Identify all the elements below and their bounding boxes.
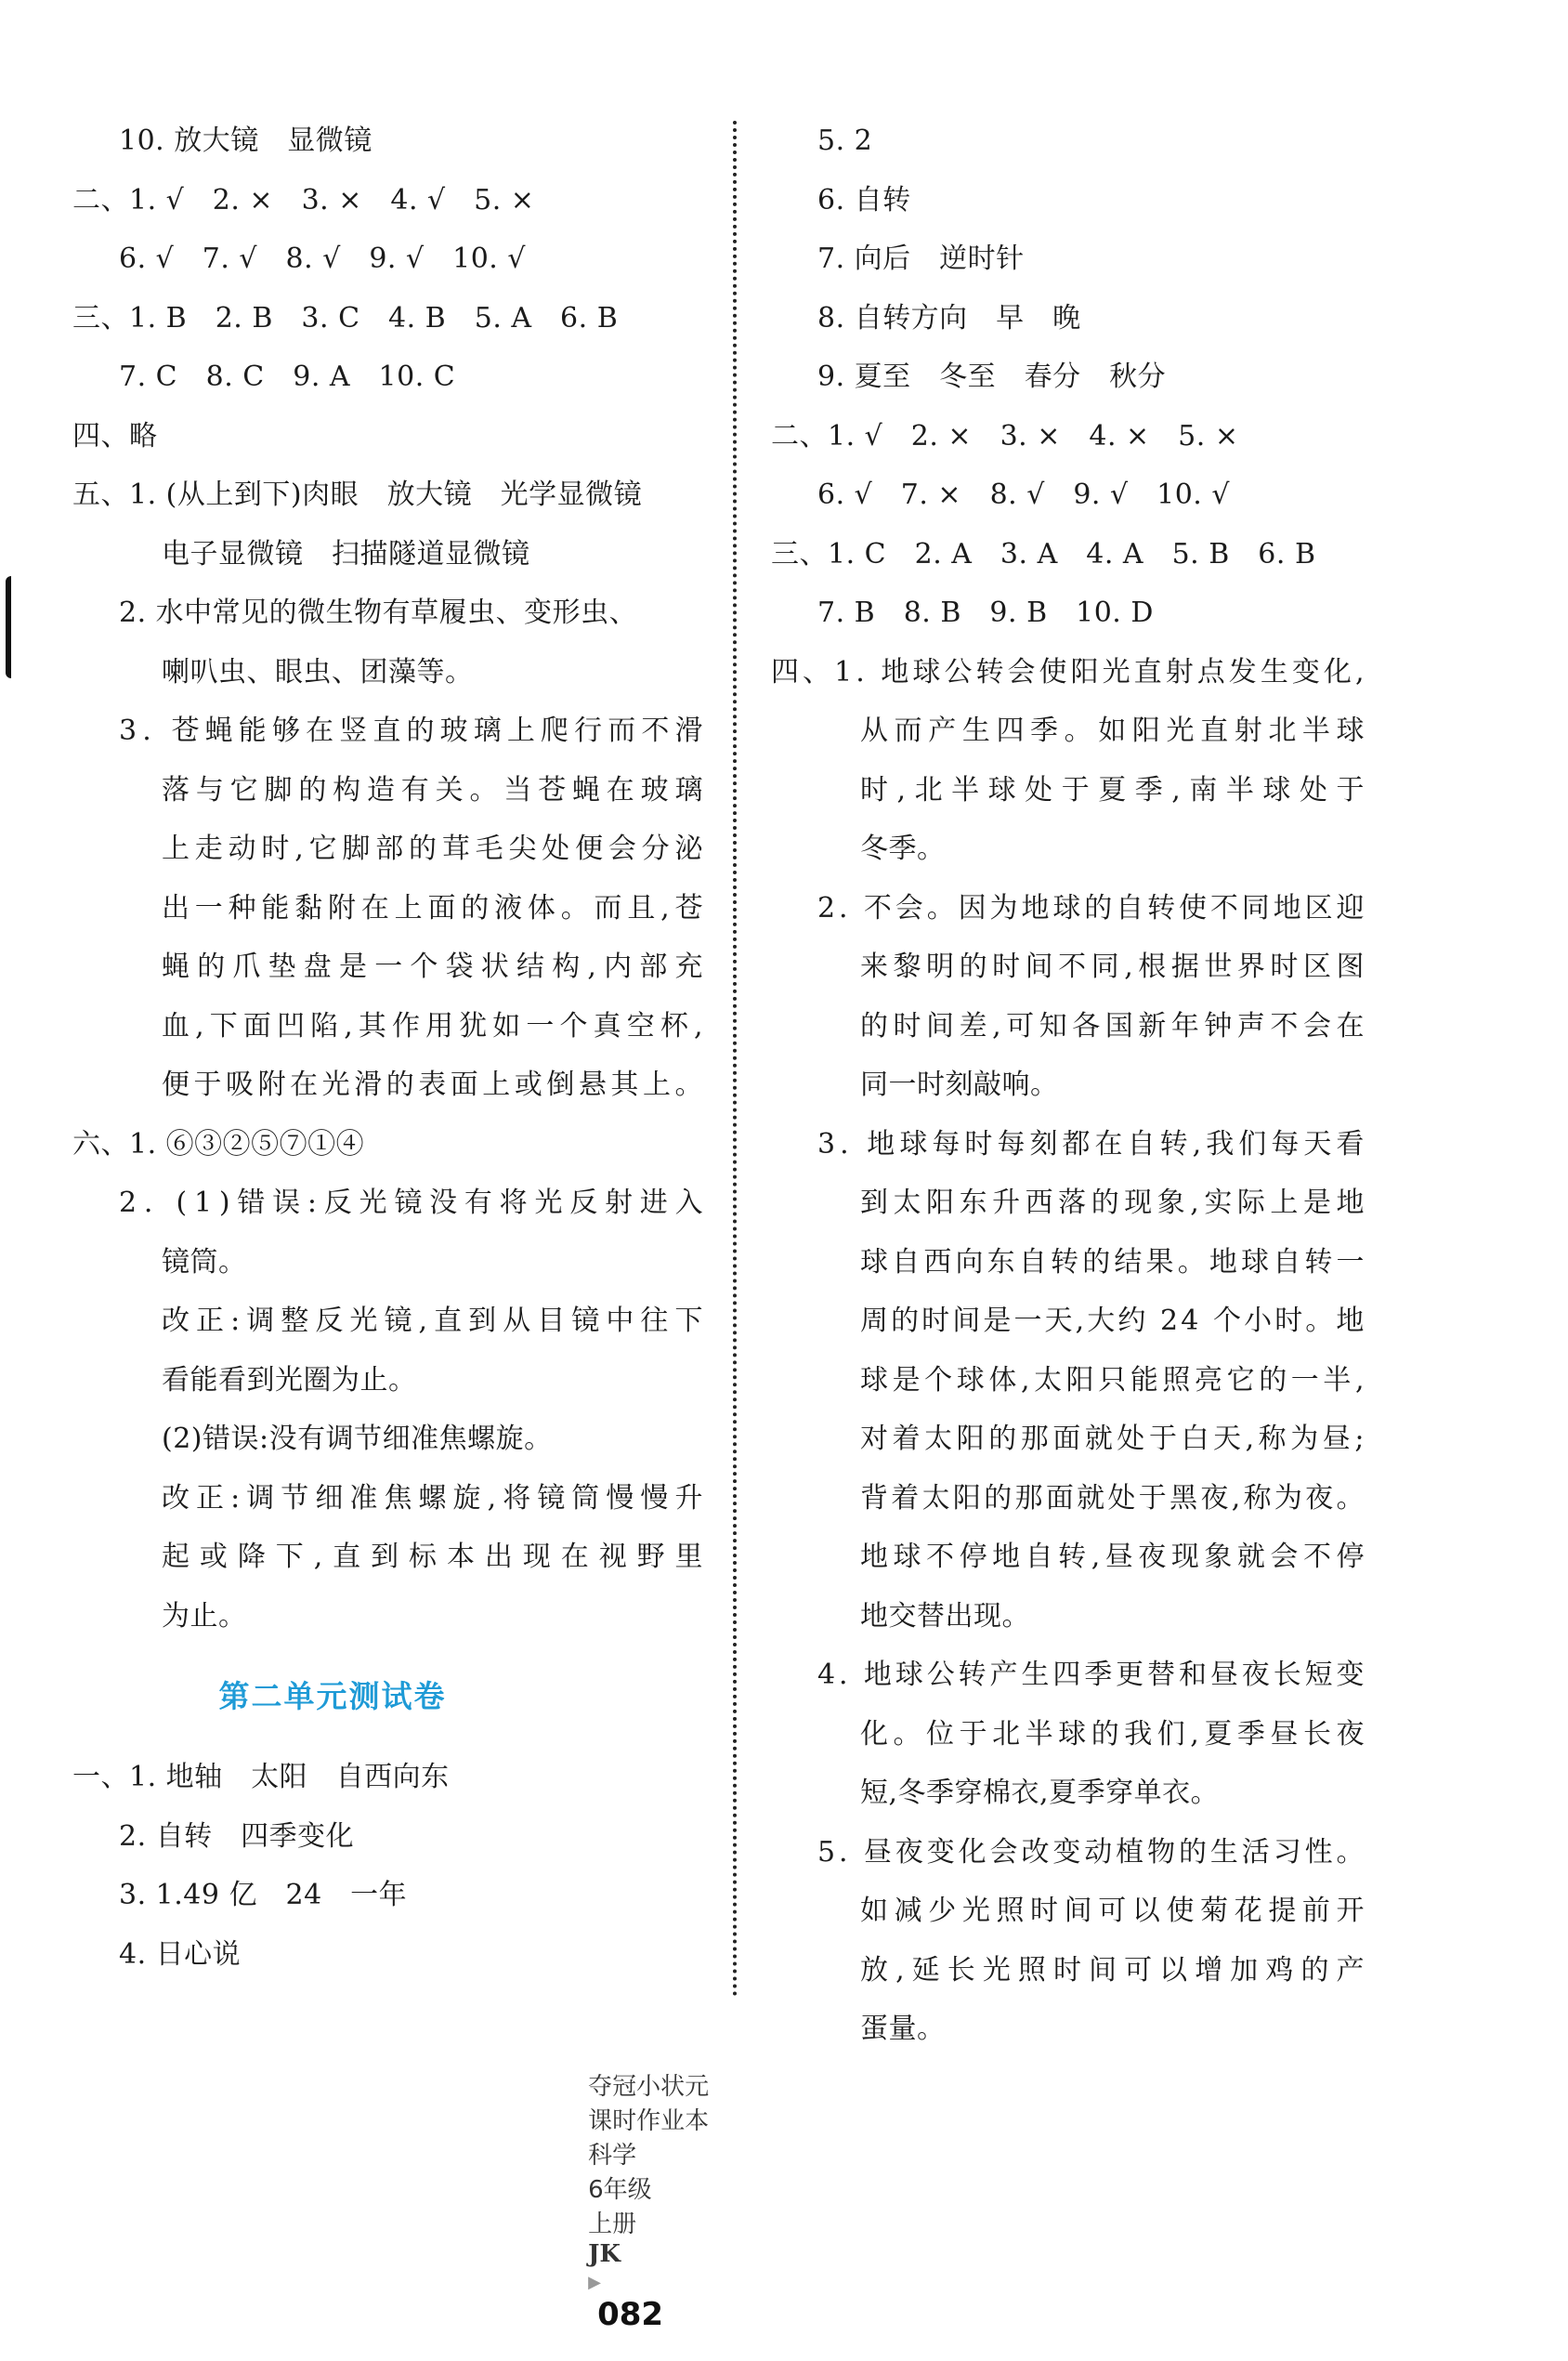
answer-line: 一、1. 地轴 太阳 自西向东 — [72, 1761, 450, 1793]
footer-grade: 6年级 — [588, 2176, 652, 2204]
footer-series: 夺冠小状元 — [588, 2073, 710, 2101]
answer-line: 5. 2 — [817, 125, 873, 157]
answer-line: 化。位于北半球的我们,夏季昼长夜 — [860, 1717, 1370, 1751]
answer-line: 从而产生四季。如阳光直射北半球 — [860, 715, 1371, 747]
answer-line: 来黎明的时间不同,根据世界时区图 — [860, 951, 1370, 983]
answer-line: 6. √ 7. × 8. √ 9. √ 10. √ — [817, 479, 1230, 511]
answer-line: 为止。 — [162, 1599, 247, 1633]
left-answers — [72, 111, 713, 1646]
answer-line: 如减少光照时间可以使菊花提前开 — [860, 1895, 1371, 1927]
column-divider — [733, 121, 737, 1998]
answer-line: 7. 向后 逆时针 — [817, 243, 1025, 275]
footer-book: 课时作业本 — [588, 2107, 710, 2135]
answer-line: 7. C 8. C 9. A 10. C — [119, 361, 456, 393]
answer-line: 起或降下,直到标本出现在视野里 — [162, 1541, 713, 1573]
answer-line: 2. 不会。因为地球的自转使不同地区迎 — [817, 891, 1368, 925]
answer-line: (2)错误:没有调节细准焦螺旋。 — [162, 1423, 553, 1455]
unit-two-answers — [72, 1748, 704, 1984]
answer-line: 改正:调整反光镜,直到从目镜中往下 — [162, 1305, 710, 1337]
answer-line: 同一时刻敲响。 — [860, 1069, 1059, 1101]
answer-line: 周的时间是一天,大约 24 个小时。地 — [860, 1305, 1367, 1337]
answer-line: 到太阳东升西落的现象,实际上是地 — [860, 1187, 1370, 1219]
answer-line: 3. 地球每时每刻都在自转,我们每天看 — [817, 1127, 1369, 1161]
answer-line: 三、1. B 2. B 3. C 4. B 5. A 6. B — [72, 301, 619, 334]
answer-line: 7. B 8. B 9. B 10. D — [817, 597, 1154, 629]
left-column — [72, 111, 713, 1984]
answer-line: 便于吸附在光滑的表面上或倒悬其上。 — [162, 1069, 708, 1101]
answer-line: 三、1. C 2. A 3. A 4. A 5. B 6. B — [771, 537, 1316, 571]
right-answers — [771, 111, 1374, 2059]
answer-line: 四、1. 地球公转会使阳光直射点发生变化, — [771, 655, 1368, 689]
answer-line: 球是个球体,太阳只能照亮它的一半, — [860, 1363, 1369, 1397]
answer-line: 10. 放大镜 显微镜 — [119, 125, 372, 157]
answer-line: 4. 日心说 — [119, 1937, 242, 1971]
answer-line: 2. (1)错误:反光镜没有将光反射进入 — [119, 1187, 711, 1219]
footer-arrow-icon: ▶ — [588, 2272, 601, 2292]
answer-line: 球自西向东自转的结果。地球自转一 — [860, 1245, 1368, 1279]
answer-line: 六、1. ⑥③②⑤⑦①④ — [72, 1127, 365, 1161]
footer-volume: 上册 — [588, 2210, 637, 2238]
answer-line: 看能看到光圈为止。 — [162, 1363, 417, 1397]
answer-line: 时,北半球处于夏季,南半球处于 — [860, 773, 1374, 807]
answer-line: 电子显微镜 扫描隧道显微镜 — [162, 537, 530, 571]
footer-edition: JK — [588, 2239, 621, 2268]
answer-line: 地交替出现。 — [860, 1599, 1030, 1633]
page-footer — [557, 2040, 1393, 2333]
answer-line: 四、略 — [72, 419, 158, 453]
footer-subject: 科学 — [588, 2142, 637, 2170]
answer-line: 2. 自转 四季变化 — [119, 1819, 355, 1853]
section-title: 第二单元测试卷 — [218, 1678, 447, 1714]
answer-line: 镜筒。 — [162, 1245, 247, 1279]
answer-line: 2. 水中常见的微生物有草履虫、变形虫、 — [119, 597, 638, 629]
answer-line: 蝇的爪垫盘是一个袋状结构,内部充 — [162, 951, 711, 983]
answer-line: 4. 地球公转产生四季更替和昼夜长短变 — [817, 1659, 1368, 1691]
answer-line: 出一种能黏附在上面的液体。而且,苍 — [162, 891, 709, 925]
answer-line: 5. 昼夜变化会改变动植物的生活习性。 — [817, 1835, 1368, 1869]
right-column — [771, 111, 1374, 2059]
answer-line: 放,延长光照时间可以增加鸡的产 — [860, 1953, 1372, 1987]
answer-line: 3. 1.49 亿 24 一年 — [119, 1879, 408, 1911]
scan-mark — [6, 576, 20, 678]
answer-line: 落与它脚的构造有关。当苍蝇在玻璃 — [162, 773, 710, 807]
answer-line: 蛋量。 — [860, 2013, 946, 2045]
answer-line: 9. 夏至 冬至 春分 秋分 — [817, 361, 1167, 393]
answer-line: 3. 苍蝇能够在竖直的玻璃上爬行而不滑 — [119, 715, 709, 747]
answer-line: 短,冬季穿棉衣,夏季穿单衣。 — [860, 1777, 1220, 1809]
answer-line: 6. √ 7. √ 8. √ 9. √ 10. √ — [119, 243, 526, 275]
answer-line: 的时间差,可知各国新年钟声不会在 — [860, 1009, 1370, 1043]
answer-line: 二、1. √ 2. × 3. × 4. × 5. × — [771, 419, 1239, 453]
answer-line: 五、1. (从上到下)肉眼 放大镜 光学显微镜 — [72, 479, 643, 511]
answer-line: 血,下面凹陷,其作用犹如一个真空杯, — [162, 1009, 709, 1043]
answer-line: 冬季。 — [860, 833, 946, 865]
answer-line: 对着太阳的那面就处于白天,称为昼; — [860, 1423, 1368, 1455]
answer-line: 背着太阳的那面就处于黑夜,称为夜。 — [860, 1481, 1367, 1515]
answer-line: 地球不停地自转,昼夜现象就会不停 — [860, 1541, 1370, 1573]
answer-line: 8. 自转方向 早 晚 — [817, 301, 1081, 334]
answer-line: 二、1. √ 2. × 3. × 4. √ 5. × — [72, 183, 535, 216]
page-number: 082 — [597, 2295, 664, 2333]
answer-line: 6. 自转 — [817, 183, 911, 216]
answer-line: 改正:调节细准焦螺旋,将镜筒慢慢升 — [162, 1481, 710, 1515]
answer-line: 喇叭虫、眼虫、团藻等。 — [162, 655, 474, 689]
answer-line: 上走动时,它脚部的茸毛尖处便会分泌 — [162, 833, 709, 865]
